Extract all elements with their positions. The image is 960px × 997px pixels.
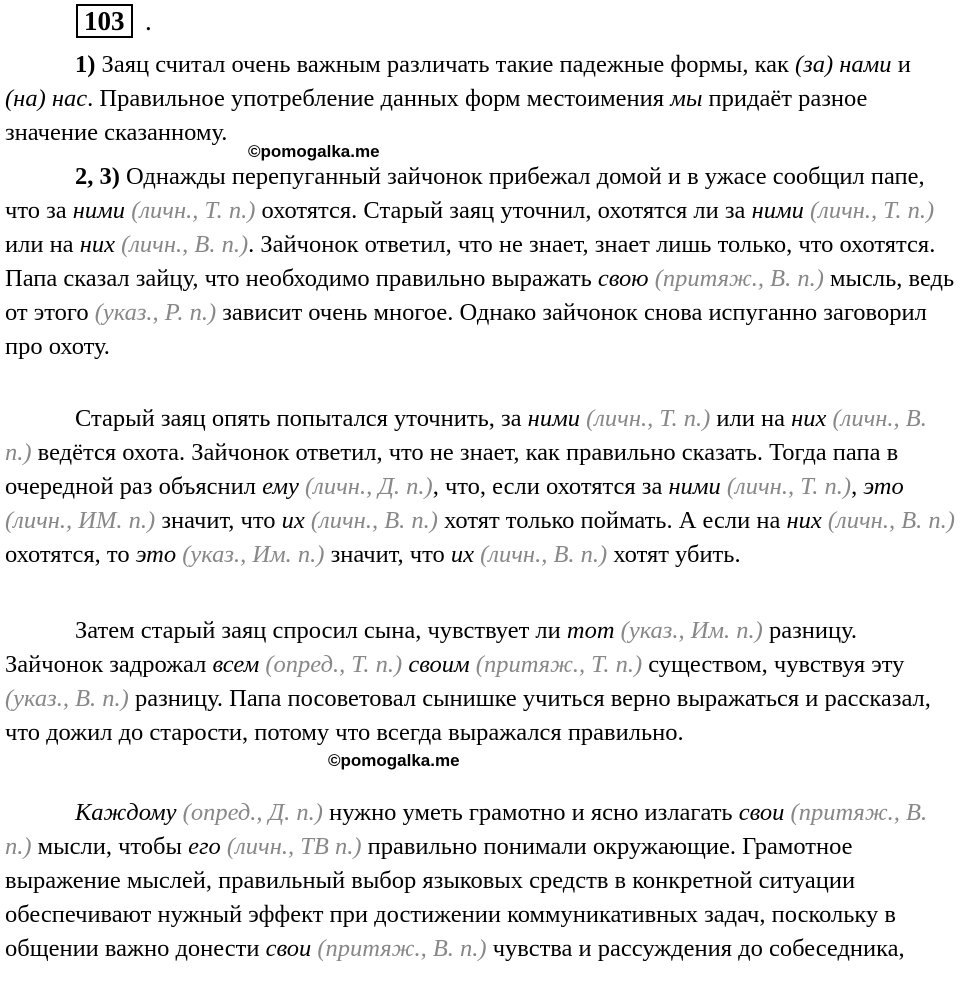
grammar-note: (притяж., В. п.) xyxy=(5,799,928,860)
pronoun: ними xyxy=(751,197,804,224)
grammar-note: (указ., Им. п.) xyxy=(176,541,325,568)
grammar-note: (личн., В. п.) xyxy=(114,231,249,258)
text: охотятся. Старый заяц уточнил, охотятся ли за xyxy=(255,197,752,224)
pronoun: своим xyxy=(408,651,470,678)
text: , что, если охотятся за xyxy=(432,473,669,500)
pronoun: тот xyxy=(566,617,615,644)
pronoun: них xyxy=(786,507,822,534)
grammar-note: (личн., В. п.) xyxy=(5,405,927,466)
answer-label-2: 2, 3) xyxy=(75,163,120,190)
grammar-note: (притяж., В. п.) xyxy=(648,265,824,292)
task-number: 103 xyxy=(76,4,133,38)
grammar-note: (личн., Т. п.) xyxy=(803,197,935,224)
grammar-note: (личн., Д. п.) xyxy=(298,473,433,500)
text: Заяц считал очень важным различать такие падежные формы, как xyxy=(95,51,796,78)
paragraph-3 xyxy=(5,402,955,572)
text: ведётся охота. Зайчонок ответил, что не знает, как правильно сказать. Тогда папа в очередной раз объяснил xyxy=(5,439,899,500)
grammar-note: (притяж., Т. п.) xyxy=(469,651,643,678)
pronoun: всем xyxy=(212,651,260,678)
grammar-note: (личн., ИМ. п.) xyxy=(5,507,156,534)
paragraph-4 xyxy=(5,614,955,750)
grammar-note: (личн., ТВ п.) xyxy=(220,833,362,860)
pronoun: ними xyxy=(668,473,721,500)
watermark: ©pomogalka.me xyxy=(248,142,380,161)
answer-label-1: 1) xyxy=(75,51,96,78)
grammar-note: (личн., В. п.) xyxy=(821,507,955,534)
pronoun: ними xyxy=(72,197,126,224)
text: и xyxy=(891,51,911,78)
grammar-note: (личн., Т. п.) xyxy=(720,473,852,500)
text: мысли, чтобы xyxy=(31,833,189,860)
pronoun: свои xyxy=(738,799,785,826)
text: хотят убить. xyxy=(607,541,741,568)
grammar-note: (опред., Т. п.) xyxy=(259,651,403,678)
text: чувства и рассуждения до собеседника, xyxy=(486,935,905,962)
grammar-note: (личн., Т. п.) xyxy=(125,197,256,224)
paragraph-1 xyxy=(5,48,955,150)
grammar-note: (личн., В. п.) xyxy=(304,507,438,534)
text: зависит очень многое. Однако зайчонок снова испуганно заговорил про охоту. xyxy=(5,299,927,360)
grammar-note: (указ., В. п.) xyxy=(5,685,129,712)
text: охотятся, то xyxy=(5,541,136,568)
pronoun: свои xyxy=(265,935,312,962)
grammar-note: (указ., Р. п.) xyxy=(94,299,217,326)
italic-form: (на) нас xyxy=(5,85,88,112)
watermark: ©pomogalka.me xyxy=(328,751,460,770)
pronoun: это xyxy=(863,473,904,500)
grammar-note: (опред., Д. п.) xyxy=(176,799,323,826)
text: , xyxy=(851,473,864,500)
text: значит, что xyxy=(324,541,451,568)
paragraph-2 xyxy=(5,160,955,364)
task-number-dot: . xyxy=(145,6,152,36)
text: . Зайчонок ответил, что не знает, знает лишь только, что охотятся. Папа сказал зайцу, что необходимо правильно выражать xyxy=(5,231,936,292)
grammar-note: (указ., Им. п.) xyxy=(614,617,763,644)
text: придаёт разное значение сказанному. xyxy=(5,85,868,146)
paragraph-5 xyxy=(5,796,955,966)
pronoun: ними xyxy=(527,405,580,432)
text: разницу. Папа посоветовал сынишке учиться верно выражаться и рассказал, что дожил до старости, потому что всегда выражался правильно. xyxy=(5,685,931,746)
text: разницу. Зайчонок задрожал xyxy=(5,617,858,678)
text: Затем старый заяц спросил сына, чувствует ли xyxy=(75,617,567,644)
grammar-note: (личн., В. п.) xyxy=(474,541,608,568)
text: или на xyxy=(710,405,792,432)
pronoun: это xyxy=(135,541,177,568)
grammar-note: (притяж., В. п.) xyxy=(311,935,487,962)
pronoun: их xyxy=(281,507,305,534)
italic-form: мы xyxy=(670,85,703,112)
text: Старый заяц опять попытался уточнить, за xyxy=(75,405,528,432)
pronoun: ему xyxy=(262,473,299,500)
text: . Правильное употребление данных форм местоимения xyxy=(87,85,671,112)
pronoun: его xyxy=(188,833,221,860)
text: мысль, ведь от этого xyxy=(5,265,955,326)
pronoun: них xyxy=(79,231,115,258)
italic-form: (за) нами xyxy=(795,51,892,78)
text: нужно уметь грамотно и ясно излагать xyxy=(322,799,739,826)
pronoun: свою xyxy=(597,265,649,292)
grammar-note: (личн., Т. п.) xyxy=(579,405,711,432)
pronoun: Каждому xyxy=(75,799,177,826)
text: правильно понимали окружающие. Грамотное выражение мыслей, правильный выбор языковых средств в конкретной ситуации обеспечивают нужный эффект при достижении коммуникативных задач, поскольку в общении важно донести xyxy=(5,833,896,962)
pronoun: них xyxy=(791,405,827,432)
text: значит, что xyxy=(155,507,282,534)
text: или на xyxy=(5,231,80,258)
pronoun: их xyxy=(450,541,475,568)
text: хотят только поймать. А если на xyxy=(437,507,787,534)
text: существом, чувствуя эту xyxy=(642,651,905,678)
text: Однажды перепуганный зайчонок прибежал домой и в ужасе сообщил папе, что за xyxy=(5,163,925,224)
